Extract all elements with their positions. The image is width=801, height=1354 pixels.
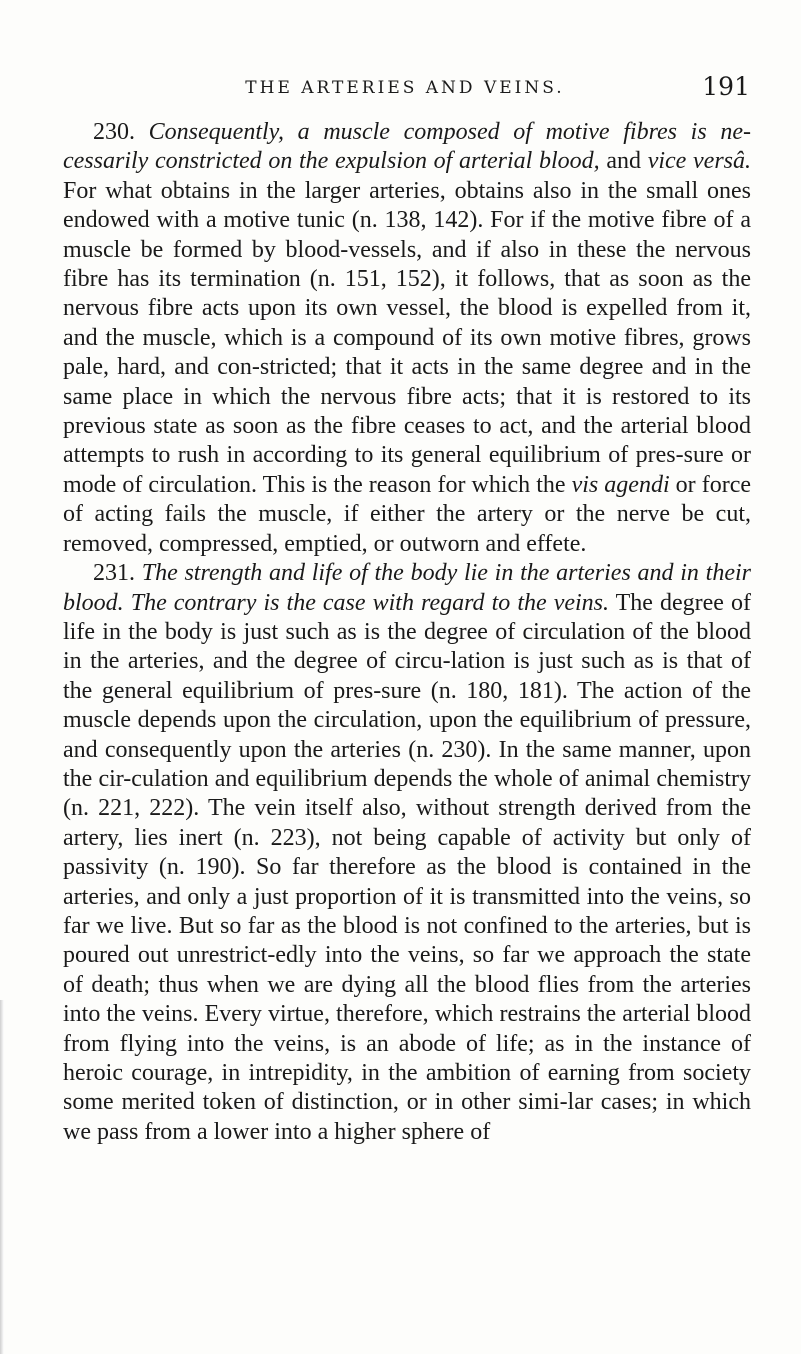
body-text	[63, 118, 751, 1147]
running-head: THE ARTERIES AND VEINS.	[245, 78, 565, 98]
latin-phrase: vis agendi	[571, 471, 670, 498]
paragraph-text: and	[599, 148, 648, 175]
paragraph-230	[63, 118, 751, 559]
page-number: 191	[702, 72, 750, 101]
paragraph-text: The degree of life in the body is just such as is the degree of circulation of the blood in the arteries, and the degree of circu-lation is just such as is that of the general equilibrium of pres-sure (n. 180, 181). The action of the muscle depends upon the circulation, upon the equilibrium of pressure, and consequently upon the arteries (n. 230). In the same manner, upon the cir-culation and equilibrium depends the whole of animal chemistry (n. 221, 222). The vein itself also, without strength derived from the artery, lies inert (n. 223), not being capable of activity but only of passivity (n. 190). So far therefore as the blood is contained in the arteries, and only a just proportion of it is transmitted into the veins, so far we live. But so far as the blood is not confined to the arteries, but is poured out unrestrict-edly into the veins, so far we approach the state of death; thus when we are dying all the blood flies from the arteries into the veins. Every virtue, therefore, which restrains the arterial blood from flying into the veins, is an abode of life; as in the instance of heroic courage, in intrepidity, in the ambition of earning from society some merited token of distinction, or in other simi-lar cases; in which we pass from a lower into a higher sphere of	[63, 589, 751, 1145]
paragraph-text: or force of acting fails the muscle, if either the artery or the nerve be cut, removed, compressed, emptied, or outworn and effete.	[63, 471, 752, 557]
paragraph-number: 231.	[93, 560, 135, 587]
paragraph-231	[63, 559, 751, 1147]
paragraph-heading-italic: The strength and life of the body lie in the arteries and in their blood. The contrary is the case with regard to the veins.	[63, 560, 751, 616]
paragraph-heading-italic: Consequently, a muscle composed of motive fibres is ne-cessarily constricted on the expulsion of arterial blood,	[63, 119, 751, 175]
paragraph-number: 230.	[93, 119, 135, 145]
paragraph-text: For what obtains in the larger arteries, obtains also in the small ones endowed with a motive tunic (n. 138, 142). For if the motive fibre of a muscle be formed by blood-vessels, and if also in these the nervous fibre has its termination (n. 151, 152), it follows, that as soon as the nervous fibre acts upon its own vessel, the blood is expelled from it, and the muscle, which is a compound of its own motive fibres, grows pale, hard, and con-stricted; that it acts in the same degree and in the same place in which the nervous fibre acts; that it is restored to its previous state as soon as the fibre ceases to act, and the arterial blood attempts to rush in according to its general equilibrium of pres-sure or mode of circulation. This is the reason for which the	[63, 177, 751, 498]
page-header	[60, 72, 750, 112]
gutter-shadow	[0, 1000, 4, 1354]
latin-phrase: vice versâ.	[647, 148, 751, 175]
